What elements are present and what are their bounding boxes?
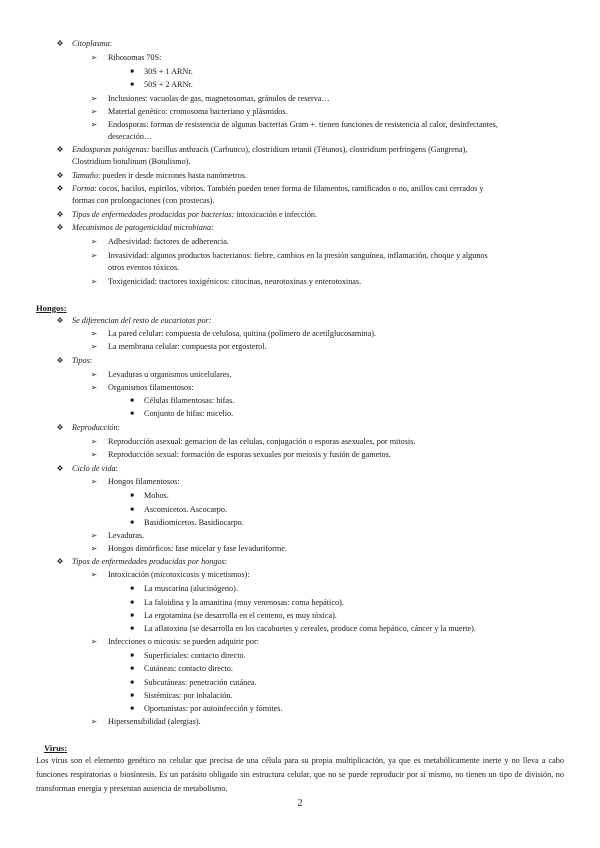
bullet-diamond-icon: ❖ [56, 171, 64, 180]
invasividad-item: Invasividad: algunos productos bacterianos: fiebre, cambios en la presión sanguínea, inflamación, choque y algunos [108, 251, 488, 260]
tipos-enfermedades-hongos [72, 556, 227, 568]
tamano-item [72, 170, 247, 182]
bullet-arrow-icon: ➢ [90, 251, 98, 260]
mecanismos-patogenicidad: Mecanismos de patogenicidad microbiana: [72, 223, 214, 232]
bullet-square-icon: ■ [130, 600, 134, 606]
bullet-square-icon: ■ [130, 493, 134, 499]
ciclo-vida-item [72, 463, 118, 475]
bullet-arrow-icon: ➢ [90, 717, 98, 726]
reproduccion-sexual-item: Reproducción sexual: formación de esporas sexuales por meiosis y fusión de gametos. [108, 450, 391, 459]
organismos-filamentosos-item: Organismos filamentosos: [108, 383, 194, 392]
levaduras-item: Levaduras. [108, 531, 145, 540]
bullet-arrow-icon: ➢ [90, 120, 98, 129]
bullet-diamond-icon: ❖ [56, 145, 64, 154]
bullet-diamond-icon: ❖ [56, 464, 64, 473]
bullet-square-icon: ■ [130, 520, 134, 526]
bullet-square-icon: ■ [130, 411, 134, 417]
citoplasma-label: Citoplasma [72, 39, 110, 48]
virus-heading-text: Virus [44, 743, 65, 753]
bullet-diamond-icon: ❖ [56, 39, 64, 48]
bullet-diamond-icon: ❖ [56, 184, 64, 193]
bullet-arrow-icon: ➢ [90, 637, 98, 646]
superficiales-item: Superficiales: contacto directo. [144, 651, 246, 660]
bullet-square-icon: ■ [130, 706, 134, 712]
bullet-square-icon: ■ [130, 586, 134, 592]
bullet-square-icon: ■ [130, 507, 134, 513]
muscarina-item: La muscarina (alucinógeno). [144, 584, 238, 593]
colon: : [89, 356, 93, 365]
reproduccion-item [72, 422, 120, 434]
oportunistas-item: Oportunistas: por autoinfección y fómites. [144, 704, 283, 713]
forma-label: Forma [72, 184, 95, 193]
citoplasma-item [72, 38, 112, 50]
hongos-heading-text: Hongos [36, 303, 64, 313]
tipos-bacterias-text: intoxicación e infección. [234, 210, 318, 219]
forma-text: : cocos, bacilos, espirilos, vibrios. También pueden tener forma de filamentos, ramificados o no, anillos casi cerrados y [94, 184, 484, 193]
inclusiones-item: Inclusiones: vacuolas de gas, magnetosomas, gránulos de reserva… [108, 94, 330, 103]
bullet-arrow-icon: ➢ [90, 544, 98, 553]
colon: : [117, 423, 120, 432]
virus-heading [44, 742, 67, 754]
bullet-arrow-icon: ➢ [90, 237, 98, 246]
bullet-square-icon: ■ [130, 666, 134, 672]
endosporas-patogenas-item [72, 144, 467, 156]
bullet-arrow-icon: ➢ [90, 570, 98, 579]
intoxicacion-item: Intoxicación (micotoxicosis y micetismos): [108, 570, 250, 579]
bullet-diamond-icon: ❖ [56, 356, 64, 365]
reproduccion-label: Reproducción [72, 423, 118, 432]
colon: : [63, 303, 67, 313]
ribosoma-30s: 30S + 1 ARNr. [144, 67, 193, 76]
tipos-bacterias-label: Tipos de enfermedades producidas por bacterias: [72, 210, 235, 219]
forma-cont: formas con prolongaciones (con prostecas). [72, 196, 215, 205]
bullet-arrow-icon: ➢ [90, 437, 98, 446]
ribosoma-50s: 50S + 2 ARNr. [144, 80, 193, 89]
bullet-square-icon: ■ [130, 626, 134, 632]
bullet-diamond-icon: ❖ [56, 423, 64, 432]
material-genetico-item: Material genético: cromosoma bacteriano y plásmidos. [108, 107, 288, 116]
bullet-diamond-icon: ❖ [56, 210, 64, 219]
bullet-arrow-icon: ➢ [90, 53, 98, 62]
forma-item [72, 183, 484, 195]
ergotamina-item: La ergotamina (se desarrolla en el centeno, es muy tóxica). [144, 611, 337, 620]
adhesividad-item: Adhesividad: factores de adherencia. [108, 237, 229, 246]
bullet-arrow-icon: ➢ [90, 277, 98, 286]
bullet-square-icon: ■ [130, 613, 134, 619]
ciclo-label: Ciclo de vida [72, 464, 116, 473]
bullet-arrow-icon: ➢ [90, 329, 98, 338]
hongos-filamentosos-item: Hongos filamentosos: [108, 477, 180, 486]
bullet-square-icon: ■ [130, 653, 134, 659]
bullet-arrow-icon: ➢ [90, 531, 98, 540]
bullet-diamond-icon: ❖ [56, 223, 64, 232]
tipos-enfermedades-bacterias [72, 209, 317, 221]
sistemicas-item: Sistémicas: por inhalación. [144, 691, 233, 700]
mohos-item: Mohos. [144, 491, 169, 500]
page-number: 2 [297, 798, 303, 809]
endosporas-patogenas-cont: Clostridium botulinum (Botulismo). [72, 157, 191, 166]
virus-paragraph: Los virus son el elemento genético no celular que precisa de una célula para su propia multiplicación, ya que es metabólicamente inerte y no lleva a cabo funciones respiratorias o biosíntesis. Es un parásito obligado sin estructura celular, que no se puede reproducir por sí mismo, no tienen un tipo de división, no transforman energía y presentan ausencia de metabolismo. [36, 756, 564, 793]
tipos-hongos-label: Tipos de enfermedades producidas por hongos [72, 557, 225, 566]
hipersensibilidad-item: Hipersensibilidad (alergias). [108, 717, 201, 726]
endosporas-patogenas-label: Endosporas patógenas: [72, 145, 150, 154]
reproduccion-asexual-item: Reproducción asexual: gemacion de las celulas, conjugación o esporas asexuales, por mitosis. [108, 437, 416, 446]
colon: : [109, 39, 113, 48]
bullet-arrow-icon: ➢ [90, 107, 98, 116]
aflatoxina-item: La aflatoxina (se desarrolla en los cacahuetes y cereales, produce coma hepático, cáncer y la muerte). [144, 624, 476, 633]
pared-celular-item: La pared celular: compuesta de celulosa, quitina (polímero de acetilglucosamina). [108, 329, 377, 338]
hongos-dimorficos-item: Hongos dimórficos: fase micelar y fase levaduriforme. [108, 544, 287, 553]
endosporas-patogenas-text: bacillus anthracis (Carbunco), clostridium tetanii (Tétanos), clostridium perfringens (Gangrena), [149, 145, 468, 154]
conjunto-hifas-item: Conjunto de hifas: micelio. [144, 409, 234, 418]
tipos-label: Tipos [72, 356, 90, 365]
hongos-heading [36, 302, 67, 314]
bullet-arrow-icon: ➢ [90, 383, 98, 392]
tamano-label: Tamaño [72, 171, 99, 180]
bullet-square-icon: ■ [130, 398, 134, 404]
subcutaneas-item: Subcutáneas: penetración cutánea. [144, 678, 257, 687]
endosporas-item-cont: desecación… [108, 132, 153, 141]
toxigenicidad-item: Toxigenicidad: tractores toxigénicos: citocinas, neurotoxinas y enterotoxinas. [108, 277, 362, 286]
colon: : [115, 464, 118, 473]
ascomicetos-item: Ascomicetos. Ascocarpo. [144, 505, 227, 514]
bullet-diamond-icon: ❖ [56, 557, 64, 566]
faloidina-item: La faloidina y la amanitina (muy venenosas: coma hepático). [144, 598, 344, 607]
endosporas-item: Endosporas: formas de resistencia de algunas bacterias Gram +. tienen funciones de resistencia al calor, desinfectantes, [108, 120, 498, 129]
infecciones-item: Infecciones o micosis: se pueden adquirir por: [108, 637, 259, 646]
bullet-arrow-icon: ➢ [90, 342, 98, 351]
diferencian-item: Se diferencian del resto de eucariotas por: [72, 316, 212, 325]
bullet-square-icon: ■ [130, 693, 134, 699]
bullet-arrow-icon: ➢ [90, 477, 98, 486]
levaduras-unicelulares-item: Levaduras u organismos unicelulares. [108, 370, 232, 379]
tipos-hongos-item [72, 355, 92, 367]
colon: : [224, 557, 228, 566]
ribosomas-item: Ribosomas 70S: [108, 53, 162, 62]
bullet-square-icon: ■ [130, 680, 134, 686]
celulas-filamentosas-item: Células filamentosas: hifas. [144, 396, 235, 405]
tamano-text: : pueden ir desde micrones hasta nanómetros. [98, 171, 248, 180]
basidiomicetos-item: Basidiomicetos. Basidiocarpo. [144, 518, 244, 527]
invasividad-cont: otros eventos tóxicos. [108, 263, 180, 272]
cutaneas-item: Cutáneas: contacto directo. [144, 664, 233, 673]
bullet-square-icon: ■ [130, 82, 134, 88]
bullet-square-icon: ■ [130, 69, 134, 75]
bullet-diamond-icon: ❖ [56, 316, 64, 325]
colon: : [64, 743, 68, 753]
bullet-arrow-icon: ➢ [90, 94, 98, 103]
membrana-celular-item: La membrana celular: compuesta por ergosterol. [108, 342, 267, 351]
bullet-arrow-icon: ➢ [90, 370, 98, 379]
bullet-arrow-icon: ➢ [90, 450, 98, 459]
